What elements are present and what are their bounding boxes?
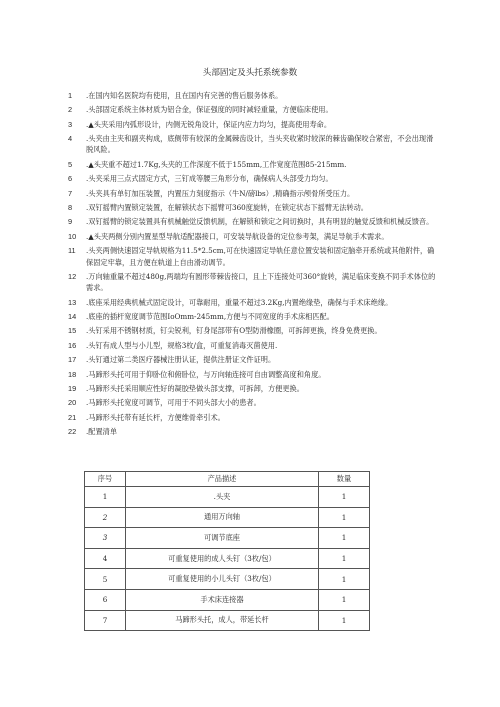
parameter-list [68,90,440,440]
cell-index: 5 [85,569,126,590]
list-item [68,231,440,242]
item-text: .底座采用经典机械式固定设计，可靠耐用，重量不超过3.2Kg,内置绝缘垫，确保与手术床绝缘。 [86,297,393,307]
table-header-row [85,472,370,487]
item-number: 18 [68,369,77,379]
cell-description: 可调节底座 [126,528,319,549]
cell-quantity: 1 [319,610,370,631]
cell-index: 7 [85,610,126,631]
item-text: .头夹具有单钉加压装置，内置压力刻度指示（牛N/磅lbs）,精确指示颅骨所受压力。 [86,188,355,198]
item-number: 1 [68,91,73,100]
item-number: 14 [68,311,77,321]
cell-index: 1 [85,487,126,508]
item-number: 11 [68,246,76,256]
item-text: .头夹由主夹和副夹构成，底侧带有较深的金属棘齿设计，当头夹收紧时较深的棘齿确保咬合紧密，不会出现滑脱风险。 [86,134,434,155]
item-number: 3 [68,119,73,129]
item-number: 10 [68,231,77,241]
table-row [85,528,370,549]
cell-quantity: 1 [319,589,370,610]
list-item [68,245,440,268]
cell-quantity: 1 [319,569,370,590]
item-text: .头夹采用三点式固定方式，三钉成等腰三角形分布，确保病人头部受力均匀。 [86,174,333,184]
item-number: 19 [68,383,77,393]
cell-quantity: 1 [319,487,370,508]
list-item [68,354,440,365]
item-text: .底座的插杆宽度调节范围IoOmm-245mm,方便与不同宽度的手术床相匹配。 [86,311,334,321]
item-text: .马蹄形头托带有延长杆，方便维骨牵引术。 [86,412,225,422]
list-item [68,397,440,408]
cell-index: 3 [85,528,126,549]
table-row [85,487,370,508]
list-item [68,325,440,336]
item-number: 6 [68,174,73,184]
item-number: 5 [68,159,73,169]
item-text: .头部固定系统主体材质为铝合金，保证强度的同时减轻重量，方便临床使用。 [86,105,333,115]
item-number: 22 [68,427,77,437]
item-text: .马蹄形头托宽度可调节，可用于不同头部大小的患者。 [86,398,261,408]
item-number: 7 [68,188,73,198]
table-row [85,569,370,590]
list-item [68,412,440,423]
header-index: 序号 [85,472,126,487]
header-quantity: 数量 [319,472,370,487]
list-item [68,90,440,101]
list-item [68,173,440,184]
item-number: 4 [68,134,73,144]
cell-quantity: 1 [319,548,370,569]
list-item [68,119,440,130]
item-number: 8 [68,203,73,213]
cell-quantity: 1 [319,528,370,549]
item-text: .▲头夹采用内弧形设计，内侧无锐角设计，保证内应力均匀，提高使用寿命。 [86,119,332,129]
table-row [85,548,370,569]
cell-description: 可重复使用的小儿头钉（3枚/包） [126,569,319,590]
item-text: .▲头夹重不超过1.7Kg,头夹的工作深度不低于155mm,工作宽度范围85-215mm. [86,159,347,169]
table-row [85,589,370,610]
list-item [68,271,440,294]
table-row [85,610,370,631]
item-text: .双钉摇臂的锁定装置具有机械触觉反馈机制，在解锁和锁定之间切换时，具有明显的触觉反馈和机械反馈音。 [86,217,434,227]
item-text: .头钉通过第二类医疗器械注册认证，提供注册证文件证明。 [86,355,276,365]
item-number: 12 [68,271,77,281]
list-item [68,104,440,115]
configuration-table [84,471,370,631]
item-number: 2 [68,105,73,115]
item-number: 13 [68,297,77,307]
cell-description: 手术床连接器 [126,589,319,610]
item-number: 20 [68,398,77,408]
item-number: 16 [68,340,77,350]
cell-description: 可重复使用的成人头钉（3枚/包） [126,548,319,569]
item-text: .马蹄形头托采用顺应性好的凝胶垫做头部支撑，可拆卸，方便更换。 [86,383,304,393]
item-text: .在国内知名医院均有使用，且在国内有完善的售后服务体系。 [86,91,283,100]
cell-index: 2 [85,507,126,528]
item-text: .双钉摇臂内置锁定装置，在解锁状态下摇臂可360度旋转，在锁定状态下摇臂无法转动。 [86,203,368,213]
list-item [68,133,440,156]
cell-description: .头夹 [126,487,319,508]
list-item [68,297,440,308]
list-item [68,383,440,394]
cell-quantity: 1 [319,507,370,528]
item-text: .配置清单 [86,427,118,437]
item-number: 9 [68,217,73,227]
item-text: .▲头夹两侧分别内置星型导航适配器接口，可安装导航设备的定位参考架，满足导航手术需求。 [86,231,389,241]
list-item [68,188,440,199]
item-text: .万向轴重量不超过480g,两端均有圆形带棘齿接口，且上下连接处可360°旋转，满足临床变换不同手术体位的需求。 [86,271,436,293]
item-text: .马蹄形头托可用于仰卧位和俯卧位，与万向轴连接可自由调整高度和角度。 [86,369,326,379]
list-item [68,159,440,170]
list-item [68,340,440,351]
item-text: .头钉采用不锈钢材质，钉尖锐利，钉身尾部带有O型防滑橡圈，可拆卸更换，终身免费更换。 [86,326,382,336]
table-row [85,507,370,528]
item-number: 21 [68,412,77,422]
item-number: 17 [68,355,77,365]
list-item [68,202,440,213]
list-item [68,369,440,380]
document-title: 头部固定及头托系统参数 [202,68,298,78]
item-text: .头钉有成人型与小儿型，规格3枚/盒，可重复消毒灭菌使用. [86,340,278,350]
cell-description: 通用万向轴 [126,507,319,528]
cell-index: 6 [85,589,126,610]
list-item [68,216,440,227]
item-number: 15 [68,326,77,336]
header-description: 产品描述 [126,472,319,487]
item-text: .头夹两侧快速固定导轨规格为11.5*2.5cm,可在快速固定导轨任意位置安装和固定脑牵开系统或其他附件，确保固定牢靠，且方便在轨道上自由滑动调节。 [86,246,435,267]
cell-index: 4 [85,548,126,569]
cell-description: 马蹄形头托，成人，带延长杆 [126,610,319,631]
list-item [68,311,440,322]
list-item [68,426,440,437]
